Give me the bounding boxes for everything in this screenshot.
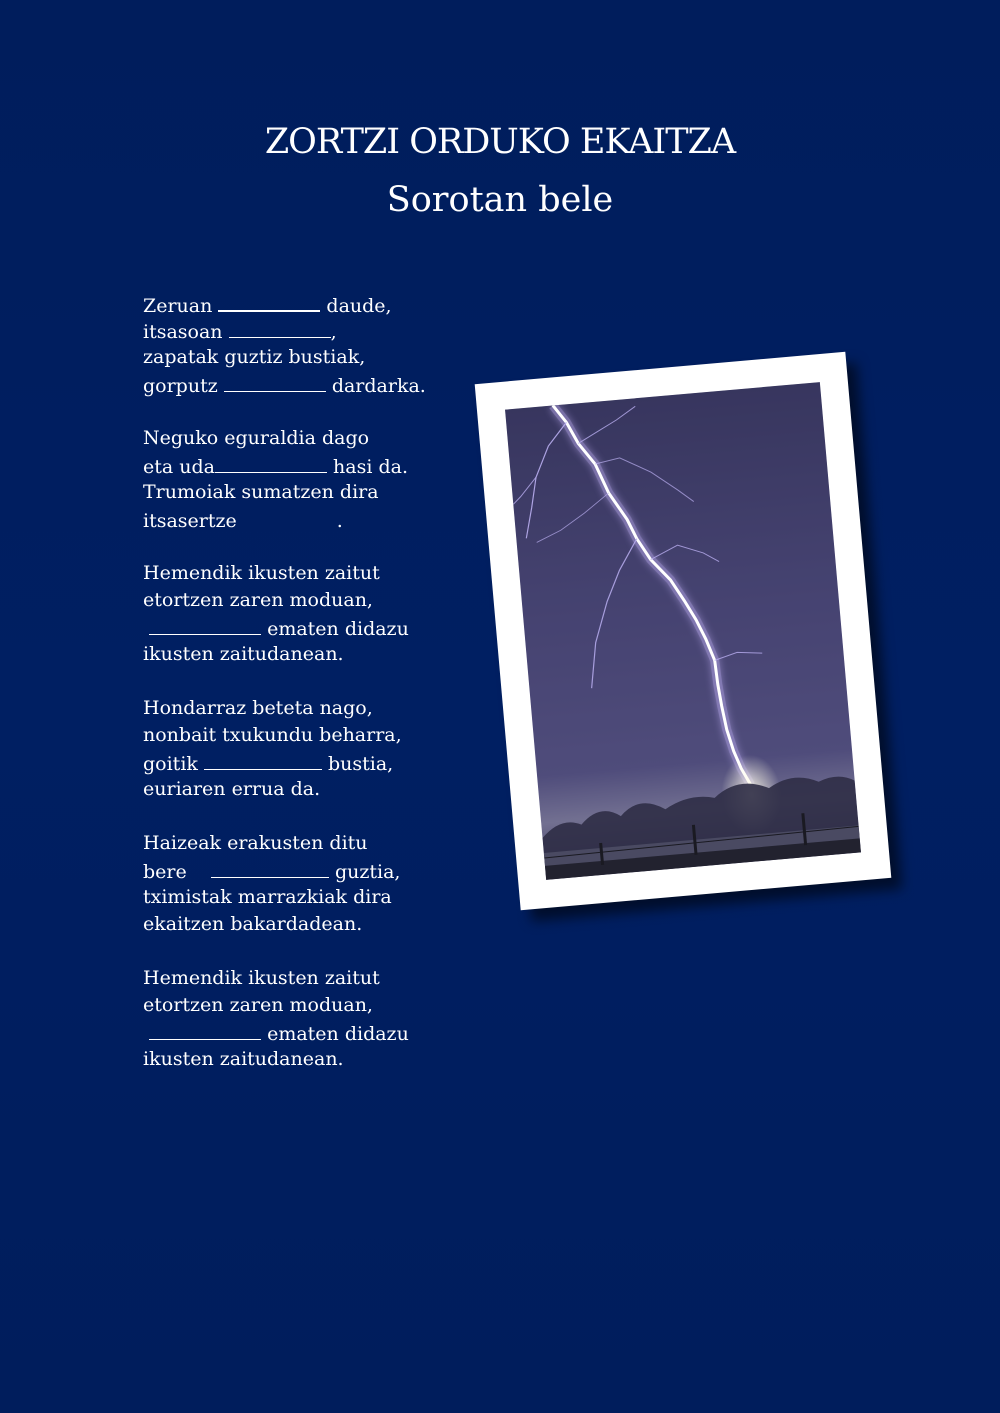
poem-line: Neguko eguraldia dago — [143, 427, 370, 449]
page-subtitle: Sorotan bele — [386, 180, 614, 220]
poem-line: etortzen zaren moduan, — [143, 994, 373, 1016]
poem-line: tximistak marrazkiak dira — [143, 886, 392, 908]
poem-line: Trumoiak sumatzen dira — [143, 481, 379, 503]
poem-line: zapatak guztiz bustiak, — [143, 346, 366, 368]
gap-input-5[interactable] — [237, 506, 337, 527]
stanza-5 — [143, 830, 426, 938]
poem-line: ikusten zaitudanean. — [143, 643, 344, 665]
gap-input-2[interactable] — [229, 317, 331, 338]
gap-input-3[interactable] — [224, 371, 326, 392]
stanza-2 — [143, 425, 426, 533]
gap-input-7[interactable] — [204, 749, 322, 770]
stanza-1 — [143, 290, 426, 398]
page-title: ZORTZI ORDUKO EKAITZA — [264, 122, 736, 162]
poem-line: Hemendik ikusten zaitut — [143, 562, 380, 584]
gap-input-6[interactable] — [149, 614, 261, 635]
poem-line: ematen didazu — [143, 614, 426, 641]
poem-line: itsasoan , — [143, 317, 426, 344]
poem-line: ematen didazu — [143, 1019, 426, 1046]
poem-line: nonbait txukundu beharra, — [143, 724, 402, 746]
stanza-3 — [143, 560, 426, 668]
poem-line: euriaren errua da. — [143, 778, 321, 800]
poem-line: goitik bustia, — [143, 749, 426, 776]
poem-line: Haizeak erakusten ditu — [143, 832, 368, 854]
poem-line: ikusten zaitudanean. — [143, 1048, 344, 1070]
stanza-6 — [143, 965, 426, 1073]
stanza-4 — [143, 695, 426, 803]
poem-line: ekaitzen bakardadean. — [143, 913, 363, 935]
photo-frame — [475, 352, 892, 910]
gap-input-4[interactable] — [215, 452, 327, 473]
poem-line: gorputz dardarka. — [143, 371, 426, 398]
poem-line: Hemendik ikusten zaitut — [143, 967, 380, 989]
lightning-photo-image — [505, 382, 861, 880]
poem-line: etortzen zaren moduan, — [143, 589, 373, 611]
lightning-illustration — [505, 382, 861, 880]
poem-line: eta uda hasi da. — [143, 452, 426, 479]
gap-input-1[interactable] — [218, 290, 320, 312]
poem-line: bere guztia, — [143, 857, 426, 884]
gap-input-9[interactable] — [149, 1019, 261, 1040]
gap-input-8[interactable] — [211, 857, 329, 878]
poem-line: Hondarraz beteta nago, — [143, 697, 373, 719]
poem-line: Zeruan daude, — [143, 290, 426, 317]
lightning-photo — [475, 352, 892, 910]
poem-line: itsasertze . — [143, 506, 426, 533]
poem — [143, 290, 426, 1100]
